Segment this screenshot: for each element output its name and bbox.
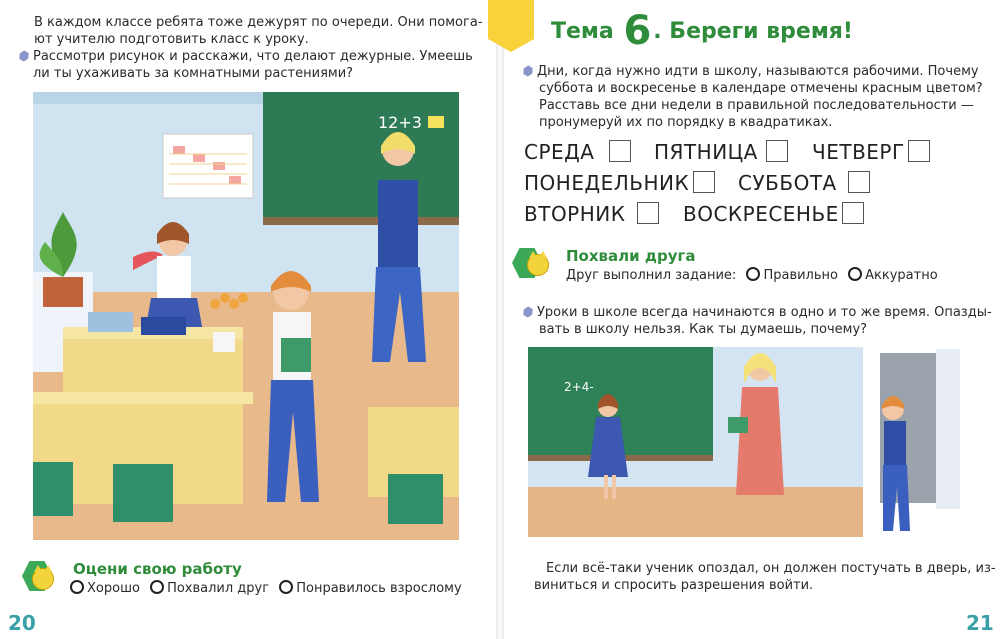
lateness-drawing — [528, 347, 961, 537]
day-thursday: ЧЕТВЕРГ — [812, 140, 905, 164]
day-wednesday: СРЕДА — [524, 140, 595, 164]
theme-title: . Береги время! — [653, 19, 853, 44]
footer-line1: Если всё-таки ученик опоздал, он должен постучать в дверь, из- — [546, 561, 996, 576]
day-number-box[interactable] — [766, 140, 788, 162]
q1-line4: пронумеруй их по порядку в квадратиках. — [539, 115, 833, 130]
day-number-box[interactable] — [609, 140, 631, 162]
radio-circle-icon[interactable] — [848, 267, 862, 281]
q1-line2: суббота и воскресенье в календаре отмечены красным цветом? — [539, 81, 983, 96]
day-sunday: ВОСКРЕСЕНЬЕ — [683, 202, 839, 226]
classroom-drawing — [33, 92, 459, 540]
day-number-box[interactable] — [908, 140, 930, 162]
board-text: 12+3 — [378, 113, 422, 132]
task-text-line1: Рассмотри рисунок и расскажи, что делают дежурные. Умеешь — [19, 48, 473, 65]
self-eval-options — [70, 580, 462, 597]
intro-text-line2: ют учителю подготовить класс к уроку. — [34, 32, 309, 47]
day-number-box[interactable] — [848, 171, 870, 193]
cat-mascot-icon — [32, 568, 54, 590]
radio-circle-icon[interactable] — [746, 267, 760, 281]
q1-line1: Дни, когда нужно идти в школу, называются рабочими. Почему — [523, 63, 979, 80]
option-good: Хорошо — [87, 581, 140, 596]
day-monday: ПОНЕДЕЛЬНИК — [524, 171, 690, 195]
day-tuesday: ВТОРНИК — [524, 202, 626, 226]
option-friend-praised: Похвалил друг — [167, 581, 270, 596]
theme-heading: Тема 6. Береги время! — [551, 8, 853, 54]
task-text-line2: ли ты ухаживать за комнатными растениями? — [33, 66, 354, 81]
q2-line2: вать в школу нельзя. Как ты думаешь, почему? — [539, 322, 868, 337]
hexagon-bullet-icon — [521, 305, 535, 319]
praise-options — [566, 267, 938, 284]
radio-circle-icon[interactable] — [279, 580, 293, 594]
left-page — [0, 0, 500, 639]
option-adult-liked: Понравилось взрослому — [296, 581, 462, 596]
lateness-illustration — [528, 347, 961, 537]
footer-line2: виниться и спросить разрешения войти. — [534, 578, 814, 593]
radio-circle-icon[interactable] — [150, 580, 164, 594]
page-number-left: 20 — [8, 611, 36, 635]
praise-prefix: Друг выполнил задание: — [566, 268, 737, 283]
page-number-right: 21 — [966, 611, 994, 635]
day-number-box[interactable] — [693, 171, 715, 193]
q1-line3: Расставь все дни недели в правильной последовательности — — [539, 98, 974, 113]
board-text-2: 2+4- — [564, 380, 594, 394]
radio-circle-icon[interactable] — [70, 580, 84, 594]
intro-text-line1: В каждом классе ребята тоже дежурят по очереди. Они помога- — [34, 15, 483, 30]
cat-mascot-icon — [527, 254, 549, 276]
day-saturday: СУББОТА — [738, 171, 837, 195]
praise-title: Похвали друга — [566, 247, 696, 265]
self-eval-title: Оцени свою работу — [73, 560, 242, 578]
theme-number: 6 — [623, 8, 652, 54]
hexagon-bullet-icon — [521, 64, 535, 78]
option-neat: Аккуратно — [865, 268, 938, 283]
day-friday: ПЯТНИЦА — [654, 140, 758, 164]
day-number-box[interactable] — [637, 202, 659, 224]
q2-line1: Уроки в школе всегда начинаются в одно и то же время. Опазды- — [523, 304, 992, 321]
option-correct: Правильно — [763, 268, 838, 283]
book-gutter — [496, 0, 504, 639]
hexagon-bullet-icon — [17, 49, 31, 63]
day-number-box[interactable] — [842, 202, 864, 224]
classroom-illustration — [33, 92, 459, 540]
